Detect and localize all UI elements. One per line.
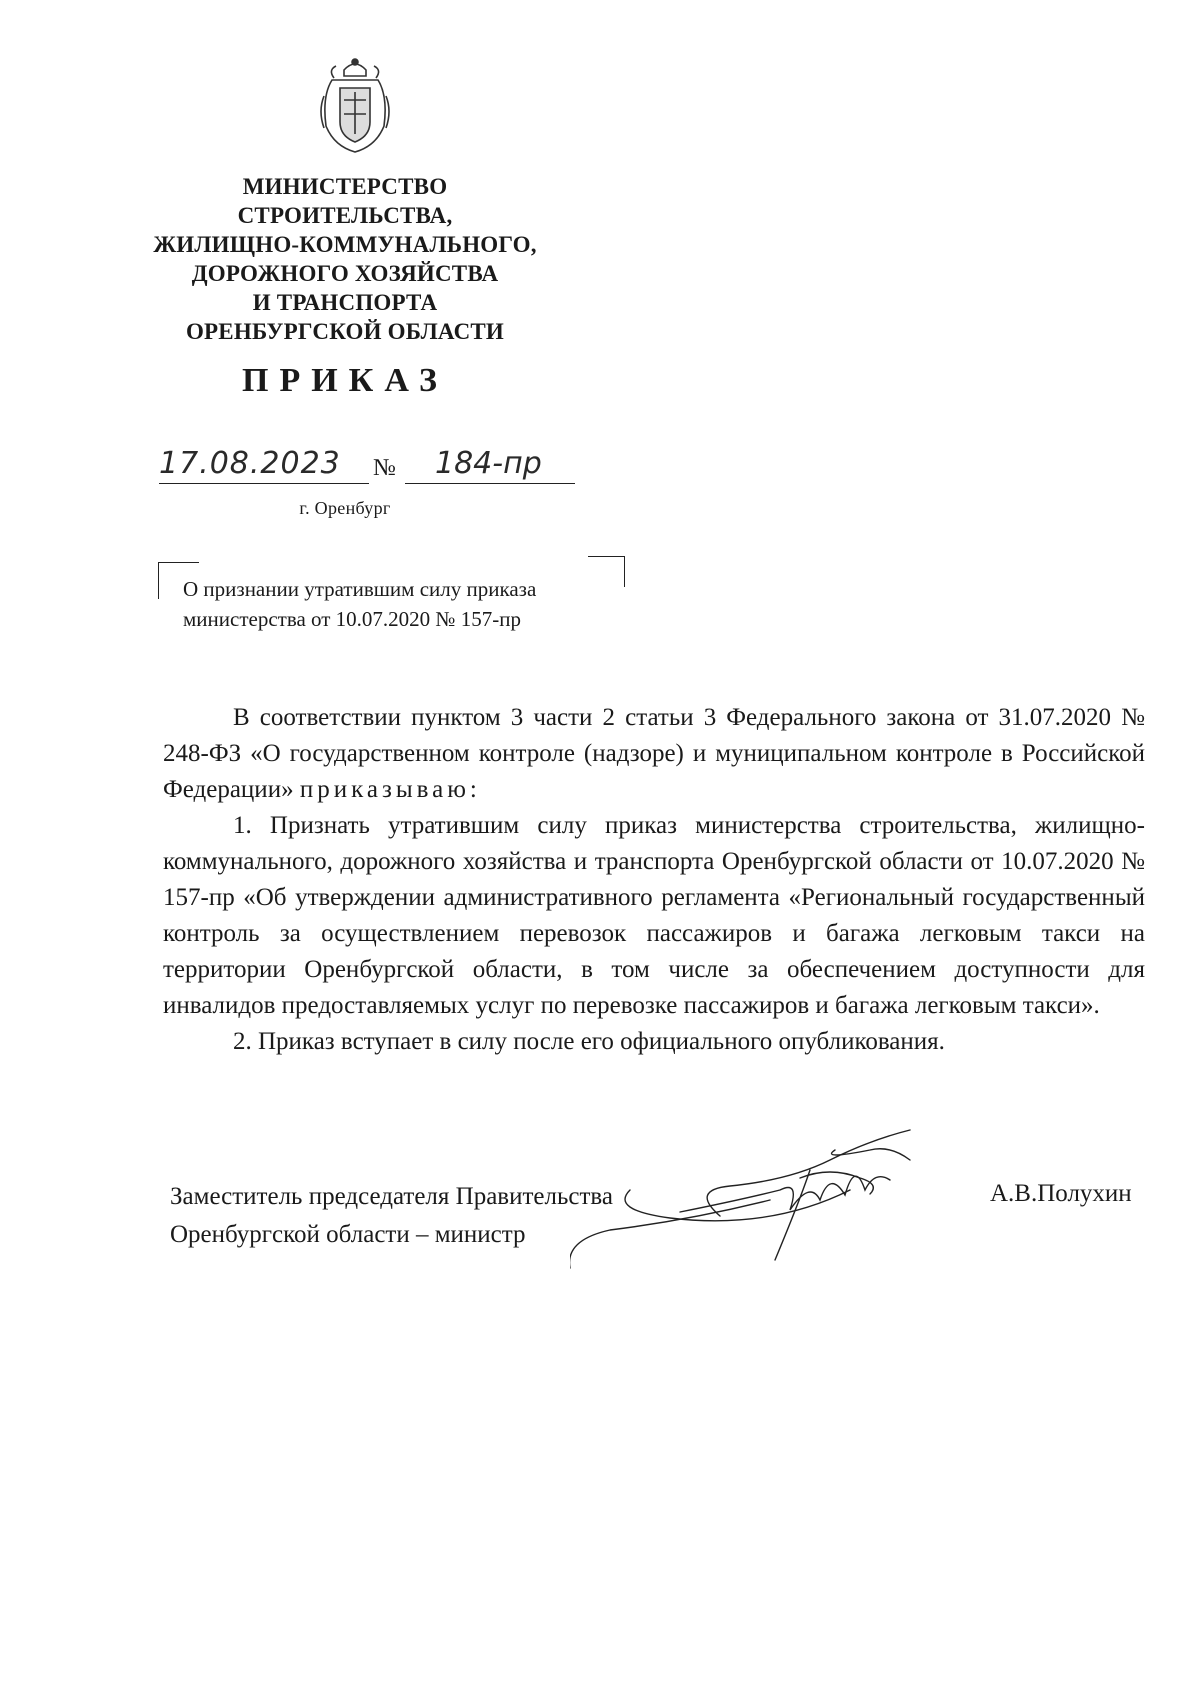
city-label: г. Оренбург — [299, 498, 391, 518]
signatory-title-line: Оренбургской области – министр — [170, 1221, 526, 1248]
subject-line: О признании утратившим силу приказа — [183, 577, 537, 601]
organization-line: ЖИЛИЩНО-КОММУНАЛЬНОГО, — [153, 232, 537, 257]
order-number: 184-пр — [405, 446, 575, 484]
handwritten-signature-icon — [570, 1120, 940, 1270]
organization-line: МИНИСТЕРСТВО — [242, 174, 448, 199]
organization-line: ДОРОЖНОГО ХОЗЯЙСТВА — [191, 261, 499, 286]
document-type-title: ПРИКАЗ — [242, 362, 448, 399]
organization-name — [150, 172, 540, 346]
signatory-title-line: Заместитель председателя Правительства — [170, 1183, 613, 1210]
date-number-line — [155, 446, 575, 490]
order-date: 17.08.2023 — [159, 446, 369, 484]
item-2-paragraph: 2. Приказ вступает в силу после его официального опубликования. — [233, 1028, 945, 1055]
signatory-name: А.В.Полухин — [990, 1180, 1132, 1207]
order-word: приказываю: — [299, 776, 481, 803]
organization-line: ОРЕНБУРГСКОЙ ОБЛАСТИ — [185, 319, 505, 344]
oblast-coat-of-arms-icon — [314, 56, 396, 156]
item-1-paragraph: 1. Признать утратившим силу приказ министерства строительства, жилищно-коммунального, дорожного хозяйства и транспорта Оренбургской области от 10.07.2020 № 157-пр «Об утверждении административного регламента «Региональный государственный контроль за осуществлением перевозок пассажиров и багажа легковым такси на территории Оренбургской области, в том числе за обеспечением доступности для инвалидов предоставляемых услуг по перевозке пассажиров и багажа легковым такси». — [163, 812, 1145, 1019]
subject-line: министерства от 10.07.2020 № 157-пр — [183, 607, 521, 631]
intro-paragraph — [163, 700, 1145, 808]
organization-line: СТРОИТЕЛЬСТВА, — [237, 203, 453, 228]
order-body — [163, 700, 1145, 1060]
organization-line: И ТРАНСПОРТА — [252, 290, 438, 315]
intro-text: В соответствии пунктом 3 части 2 статьи 3 Федерального закона от 31.07.2020 № 248-ФЗ «О государственном контроле (надзоре) и муниципальном контроле в Российской Федерации» — [163, 704, 1145, 803]
number-sign: № — [373, 455, 396, 481]
order-subject — [183, 574, 623, 634]
